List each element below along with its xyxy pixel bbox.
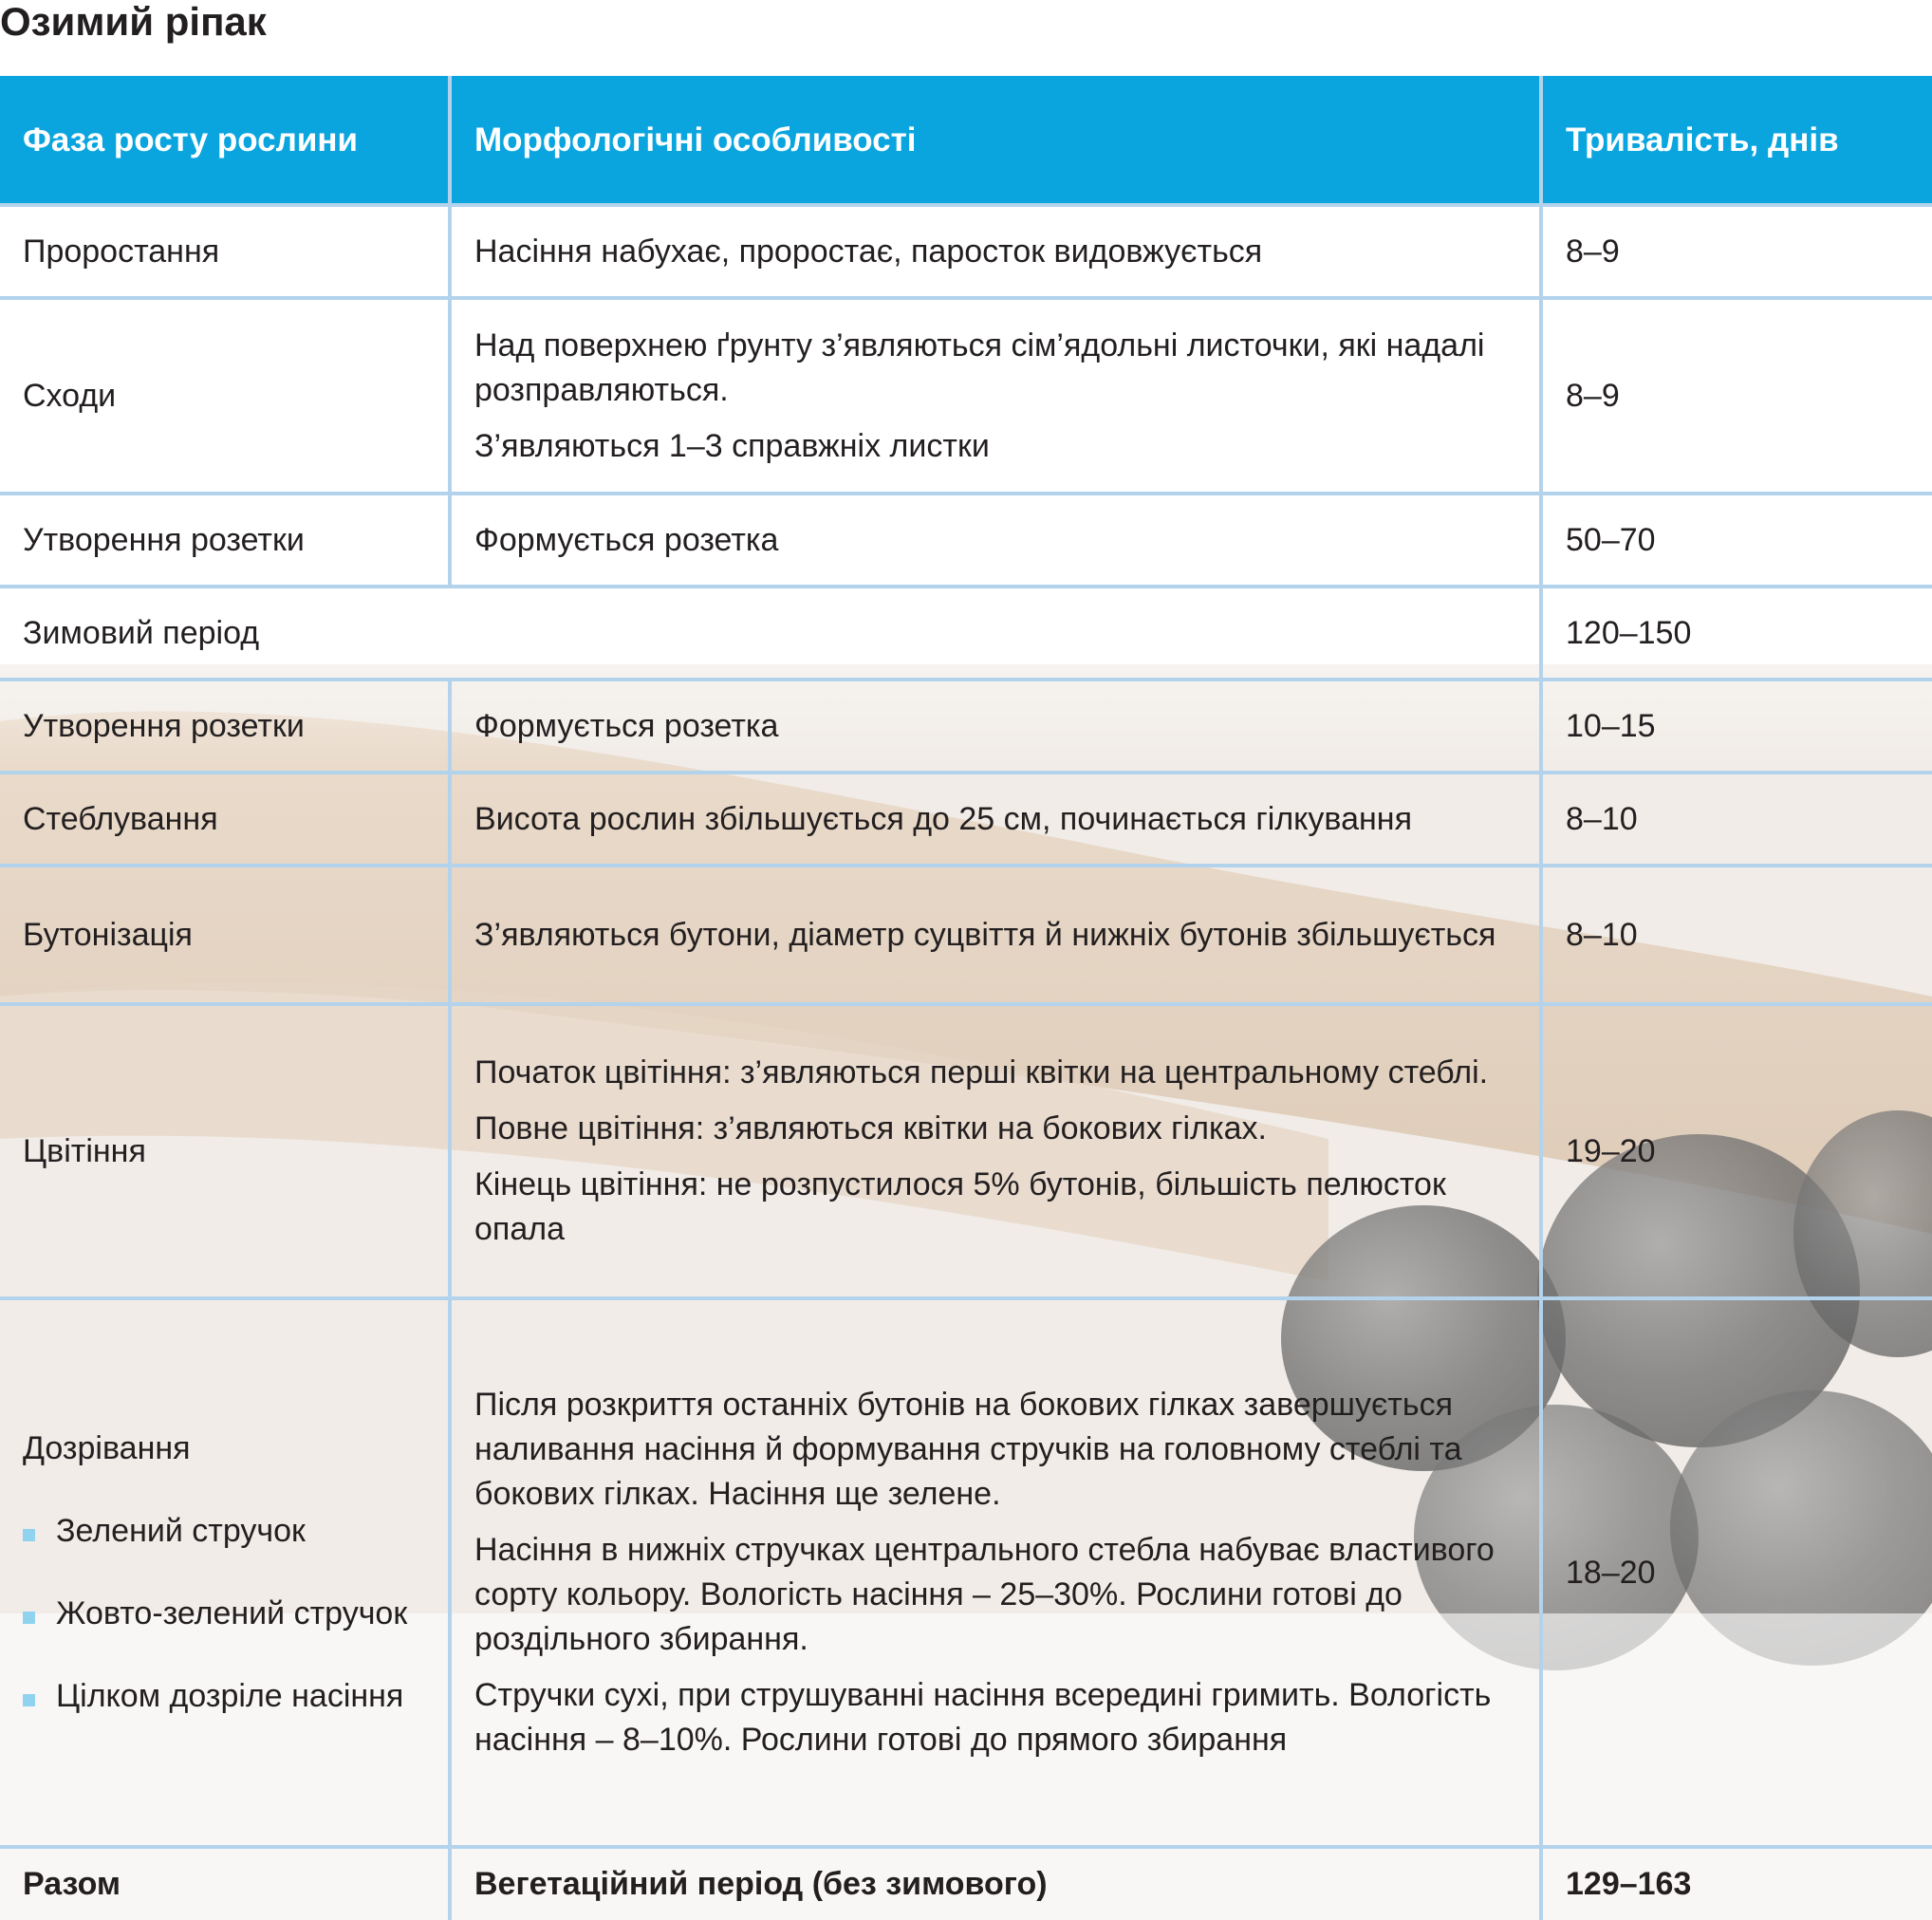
desc-cell — [452, 774, 1543, 864]
phase-title: Дозрівання — [23, 1430, 191, 1466]
table-header — [0, 76, 1932, 207]
desc-cell — [452, 1006, 1543, 1296]
table-row — [0, 774, 1932, 867]
days-cell: 10–15 — [1566, 707, 1656, 744]
total-desc: Вегетаційний період (без зимового) — [452, 1849, 1543, 1920]
list-item — [23, 1592, 448, 1636]
growth-phase-table — [0, 76, 1932, 1920]
subphase-label: Жовто-зелений стручок — [56, 1595, 408, 1631]
table-row — [0, 867, 1932, 1006]
square-bullet-icon — [23, 1529, 35, 1541]
table-row — [0, 207, 1932, 300]
phase-cell: Утворення розетки — [0, 681, 452, 771]
table-row — [0, 681, 1932, 774]
header-phase: Фаза росту рослини — [0, 76, 452, 203]
days-cell: 50–70 — [1566, 521, 1656, 558]
header-duration: Тривалість, днів — [1566, 121, 1839, 158]
phase-cell: Сходи — [0, 300, 452, 492]
phase-cell: Проростання — [0, 207, 452, 296]
phase-cell: Зимовий період — [0, 588, 1543, 678]
desc-cell — [452, 867, 1543, 1002]
square-bullet-icon — [23, 1612, 35, 1624]
subphase-label: Цілком дозріле насіння — [56, 1678, 404, 1714]
days-cell: 8–9 — [1566, 377, 1620, 414]
desc-text: Насіння в нижніх стручках центрального стебла набуває властивого сорту кольору. Вологість насіння – 25–30%. Рослини готові до роздільного збирання. — [474, 1532, 1495, 1657]
desc-text: Висота рослин збільшується до 25 см, починається гілкування — [474, 800, 1412, 837]
desc-cell — [452, 207, 1543, 296]
days-cell: 120–150 — [1566, 614, 1692, 651]
desc-cell — [452, 495, 1543, 585]
table-row — [0, 300, 1932, 495]
desc-text: Стручки сухі, при струшуванні насіння всередині гримить. Вологість насіння – 8–10%. Рослини готові до прямого збирання — [474, 1677, 1492, 1758]
days-cell: 8–10 — [1566, 916, 1638, 953]
square-bullet-icon — [23, 1694, 35, 1706]
desc-text: З’являються бутони, діаметр суцвіття й нижніх бутонів збільшується — [474, 916, 1496, 953]
list-item — [23, 1509, 448, 1554]
desc-cell — [452, 681, 1543, 771]
desc-text: Повне цвітіння: з’являються квітки на бокових гілках. — [474, 1110, 1267, 1146]
phase-cell: Стеблування — [0, 774, 452, 864]
desc-text: Насіння набухає, проростає, паросток видовжується — [474, 233, 1263, 270]
total-days: 129–163 — [1566, 1866, 1692, 1902]
table-row — [0, 1006, 1932, 1300]
phase-cell: Утворення розетки — [0, 495, 452, 585]
table-row — [0, 588, 1932, 681]
desc-text: Над поверхнею ґрунту з’являються сім’ядольні листочки, які надалі розправляються. — [474, 326, 1485, 408]
days-cell: 8–10 — [1566, 800, 1638, 837]
desc-cell — [452, 1300, 1543, 1845]
subphase-list — [23, 1509, 448, 1719]
subphase-label: Зелений стручок — [56, 1513, 306, 1549]
header-morphology: Морфологічні особливості — [452, 76, 1543, 203]
phase-cell: Бутонізація — [0, 867, 452, 1002]
list-item — [23, 1674, 448, 1719]
page-title: Озимий ріпак — [0, 0, 267, 44]
desc-text: Формується розетка — [474, 521, 779, 558]
desc-text: Кінець цвітіння: не розпустилося 5% бутонів, більшість пелюсток опала — [474, 1166, 1446, 1247]
desc-text: Початок цвітіння: з’являються перші квітки на центральному стеблі. — [474, 1054, 1489, 1090]
desc-text: Після розкриття останніх бутонів на бокових гілках завершується наливання насіння й формування стручків на головному стеблі та бокових гілках. Насіння ще зелене. — [474, 1387, 1462, 1512]
days-cell: 19–20 — [1566, 1132, 1656, 1169]
phase-cell: Цвітіння — [0, 1006, 452, 1296]
total-label: Разом — [0, 1849, 452, 1920]
phase-cell — [0, 1300, 452, 1845]
desc-text: З’являються 1–3 справжніх листки — [474, 427, 990, 464]
desc-text: Формується розетка — [474, 707, 779, 744]
table-row — [0, 495, 1932, 588]
desc-cell — [452, 300, 1543, 492]
days-cell: 18–20 — [1566, 1554, 1656, 1591]
table-row — [0, 1300, 1932, 1849]
days-cell: 8–9 — [1566, 233, 1620, 270]
total-row — [0, 1849, 1932, 1920]
